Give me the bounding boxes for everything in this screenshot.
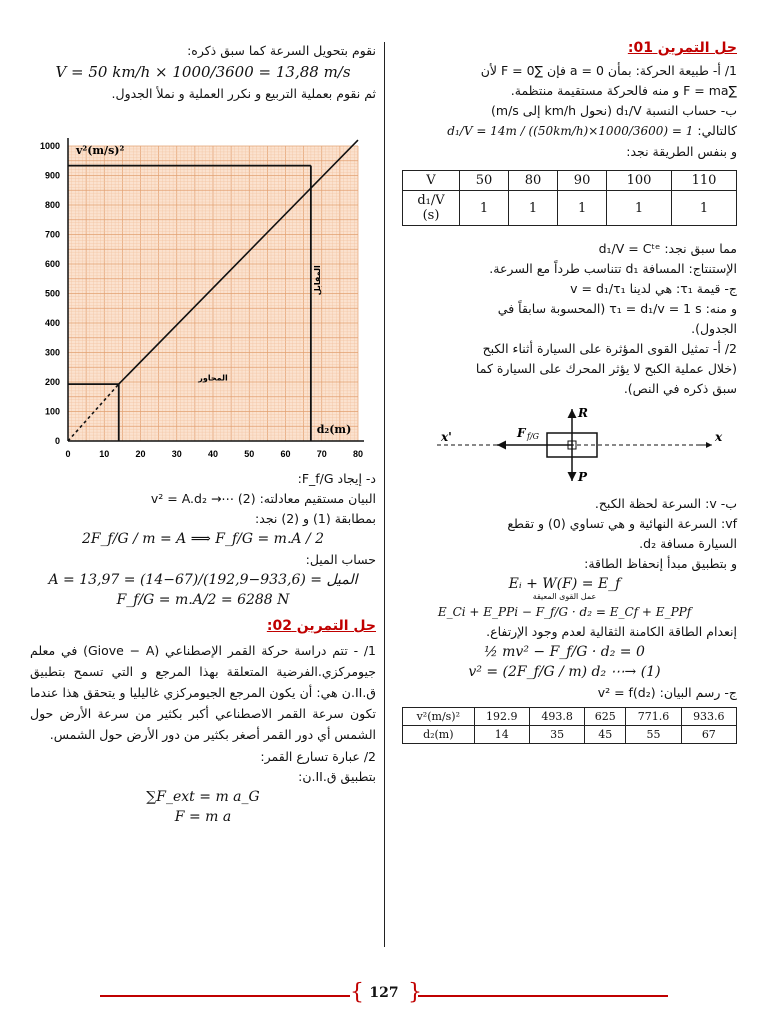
text-label: كالتالي:	[697, 123, 737, 138]
v-squared-equation: v² = (2F_f/G / m) d₂ ⋯→ (1)	[468, 664, 661, 680]
force-diagram	[437, 401, 737, 491]
label-p: P	[578, 470, 588, 484]
table-row	[403, 171, 737, 191]
text-line: ب- حساب النسبة d₁/V (نحول km/h إلى m/s)	[491, 103, 737, 118]
footer-brace-left: {	[350, 980, 364, 1005]
exercise-01-heading: حل التمرين 01:	[627, 40, 737, 56]
speed-conversion-equation: V = 50 km/h × 1000/3600 = 13,88 m/s	[55, 63, 351, 81]
table-row	[403, 708, 737, 726]
x-tick-label: 20	[135, 449, 146, 459]
text-line: و بنفس الطريقة نجد:	[626, 144, 737, 159]
text-line: بتطبيق ق.II.ن:	[298, 769, 376, 784]
table-head-cell: d₁/V (s)	[403, 191, 460, 226]
footer-line-right	[418, 995, 668, 997]
identification-equation: 2F_f/G / m = A ⟹ F_f/G = m.A / 2	[81, 531, 325, 547]
text-line: بمطابقة (1) و (2) نجد:	[255, 511, 376, 526]
text-line: الجدول).	[691, 321, 737, 336]
table-cell: 933.6	[681, 708, 736, 726]
text-line: و بتطبيق مبدأ إنحفاظ الطاقة:	[584, 556, 737, 571]
y-tick-label: 800	[44, 200, 60, 210]
label-r: R	[578, 406, 588, 420]
y-tick-label: 0	[54, 436, 60, 446]
table-cell: 1	[558, 191, 607, 226]
y-tick-label: 1000	[39, 141, 60, 151]
exercise-02-heading: حل التمرين 02:	[266, 618, 376, 634]
table-cell: 100	[607, 171, 672, 191]
energy-equation: Eᵢ + W(F) = E_f	[508, 576, 621, 592]
label-x: x	[715, 430, 723, 444]
y-tick-label: 200	[44, 377, 60, 387]
table-v2-d2	[402, 707, 737, 744]
text-line	[392, 122, 737, 140]
text-line: مما سبق نجد: d₁/V = Cᵗᵉ	[598, 241, 737, 256]
slope-equation: A = الميل = (933,6−192,9)/(67−14) = 13,97	[48, 572, 358, 588]
table-cell: 50	[460, 171, 509, 191]
table-cell: 14	[474, 726, 529, 744]
text-line: سبق ذكره في النص).	[623, 381, 737, 396]
text-line: 2/ عبارة تسارع القمر:	[260, 749, 376, 764]
table-row	[403, 191, 737, 226]
label-x-prime: x'	[441, 430, 452, 444]
y-tick-label: 500	[44, 288, 60, 299]
energy-note: عمل القوى المعيقة	[532, 592, 597, 601]
x-tick-label: 60	[280, 449, 291, 459]
page-number: 127	[369, 985, 399, 1001]
text-line: و منه: τ₁ = d₁/v = 1 s (المحسوبة سابقاً في	[497, 301, 737, 316]
text-line: حساب الميل:	[305, 552, 376, 567]
column-divider	[384, 42, 385, 947]
text-line: د- إيجاد F_f/G:	[297, 471, 376, 486]
table-head-cell: v²(m/s)²	[403, 708, 475, 726]
text-line: ج- رسم البيان: v² = f(d₂)	[597, 685, 737, 700]
graph-v2-vs-d2	[30, 128, 366, 468]
annotation-x-label: المحاور	[198, 373, 228, 383]
text-line: إنعدام الطاقة الكامنة الثقالية لعدم وجود الإرتفاع.	[486, 624, 737, 639]
table-cell: 90	[558, 171, 607, 191]
label-f: F	[517, 426, 526, 440]
table-cell: 35	[529, 726, 584, 744]
table-cell: 45	[585, 726, 626, 744]
y-axis-label: v²(m/s)²	[76, 144, 125, 157]
table-cell: 110	[672, 171, 737, 191]
footer-line-left	[100, 995, 350, 997]
table-cell: 1	[460, 191, 509, 226]
table-cell: 192.9	[474, 708, 529, 726]
table-head-cell: V	[403, 171, 460, 191]
table-cell: 1	[509, 191, 558, 226]
text-line: ثم نقوم بعملية التربيع و نكرر العملية و نملأ الجدول.	[111, 86, 376, 101]
text-line: السيارة مسافة d₂.	[639, 536, 737, 551]
newton-equation: ∑F_ext = m a_G	[146, 789, 260, 805]
footer-brace-right: }	[408, 980, 422, 1005]
text-line: ∑F = ma و منه فالحركة مستقيمة منتظمة.	[510, 83, 737, 98]
text-line: ب- v: السرعة لحظة الكبح.	[594, 496, 737, 511]
table-cell: 80	[509, 171, 558, 191]
y-tick-label: 100	[44, 406, 60, 417]
y-tick-label: 300	[44, 347, 60, 358]
y-tick-label: 400	[44, 318, 60, 328]
text-line: الإستنتاج: المسافة d₁ تتناسب طرداً مع السرعة.	[489, 261, 737, 276]
x-tick-label: 10	[99, 449, 110, 459]
x-tick-label: 30	[171, 449, 182, 459]
table-cell: 67	[681, 726, 736, 744]
text-line: (خلال عملية الكبح لا يؤثر المحرك على السيارة كما	[475, 361, 737, 376]
table-cell: 1	[672, 191, 737, 226]
text-line: vf: السرعة النهائية و هي تساوي (0) و تقطع	[507, 516, 737, 531]
x-tick-label: 0	[65, 449, 71, 459]
label-f-sub: f/G	[527, 432, 540, 441]
left-column-bottom	[30, 470, 376, 829]
left-column-top	[30, 42, 376, 105]
x-tick-label: 80	[352, 449, 364, 459]
table-head-cell: d₂(m)	[403, 726, 475, 744]
x-tick-label: 50	[244, 449, 255, 459]
text-line: 2/ أ- تمثيل القوى المؤثرة على السيارة أثناء الكبح	[482, 341, 737, 356]
kinetic-equation: ½ mv² − F_f/G · d₂ = 0	[484, 644, 645, 660]
newton-equation-2: F = m a	[174, 809, 232, 825]
table-cell: 1	[607, 191, 672, 226]
text-line: ج- قيمة τ₁: هي لدينا v = d₁/τ₁	[570, 281, 737, 296]
table-cell: 771.6	[626, 708, 681, 726]
y-tick-label: 600	[44, 259, 60, 269]
annotation-y-label: المقابل	[312, 265, 322, 296]
chart-svg	[30, 128, 366, 468]
right-column	[392, 40, 737, 744]
x-axis-label: d₂(m)	[316, 423, 352, 436]
text-line: 1/ أ- طبيعة الحركة: بمأن a = 0 فإن ∑F = 0 لأن	[480, 63, 737, 78]
energy-equation-2: E_Ci + E_PPi − F_f/G · d₂ = E_Cf + E_PPf	[437, 605, 692, 619]
table-ratio	[402, 170, 737, 226]
force-value-equation: F_f/G = m.A/2 = 6288 N	[116, 592, 290, 608]
x-tick-label: 70	[316, 449, 327, 459]
x-tick-label: 40	[207, 449, 219, 459]
table-cell: 625	[585, 708, 626, 726]
text-line: نقوم بتحويل السرعة كما سبق ذكره:	[187, 43, 376, 58]
paragraph: 1/ - تتم دراسة حركة القمر الإصطناعي (Giove − A) في معلم جيومركزي.الفرضية المتعلقة بهذا المرجع و التي تسمح بتطبيق ق.II.ن هي: أن يكون المرجع الجيومركزي غاليليا و يتحقق هذا عندما تكون سرعة القمر الاصطناعي أكبر بكثير من سرعة الأرض حول الشمس أي دور القمر أصغر بكثير من دور الأرض حول الشمس.	[30, 643, 376, 742]
page-footer	[0, 982, 768, 1010]
y-tick-label: 700	[44, 229, 60, 240]
ratio-equation: d₁/V = 14m / ((50km/h)×1000/3600) = 1	[447, 124, 694, 138]
y-tick-label: 900	[44, 170, 60, 181]
table-row	[403, 726, 737, 744]
text-line: البيان مستقيم معادلته: (2) ⋯→ v² = A.d₂	[150, 491, 376, 506]
table-cell: 55	[626, 726, 681, 744]
table-cell: 493.8	[529, 708, 584, 726]
